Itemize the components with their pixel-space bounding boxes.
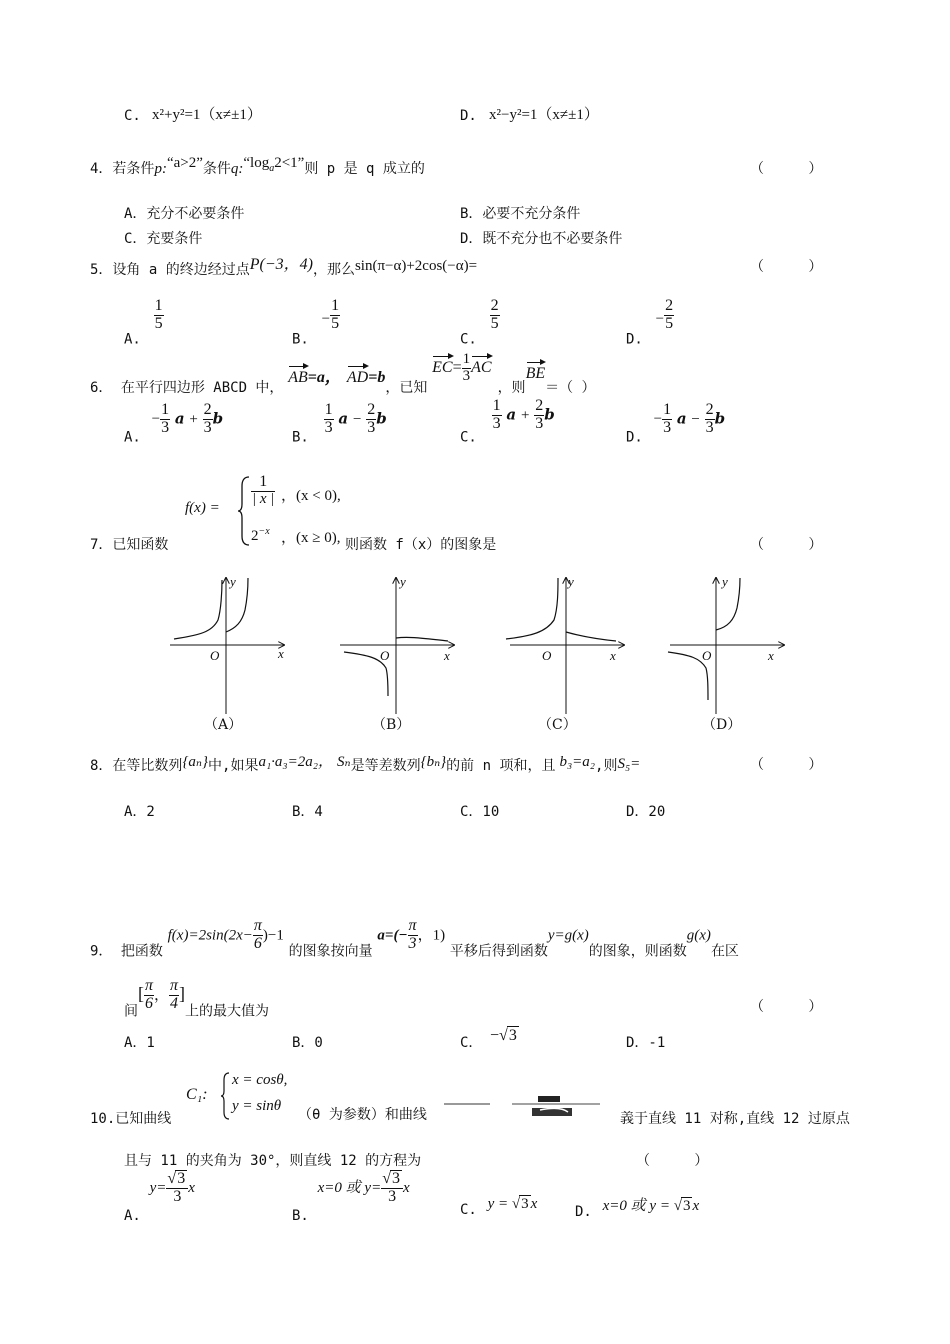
graph-b-caption: （B）: [372, 717, 411, 733]
q10-eq2: y = sinθ: [232, 1098, 282, 1114]
graph-d-origin: O: [702, 648, 712, 663]
graph-a-origin: O: [210, 648, 220, 663]
q8-option-b: B．4: [292, 804, 323, 820]
q9-option-c: C．: [460, 1035, 483, 1051]
q5-answer-paren: （ ）: [750, 259, 841, 275]
q5-option-a: A. $\frac{1}{5}$: [124, 297, 163, 348]
q5-stem: 5．设角 a 的终边经过点P(−3，4)，那么sin(π−α)+2cos(−α)=: [90, 256, 478, 278]
q10-eq1: x = cosθ,: [232, 1072, 288, 1088]
q5-option-c: C. $\frac{2}{5}$: [460, 297, 499, 348]
q9-option-c-value: −√3: [490, 1027, 517, 1044]
q8-option-a: A．2: [124, 804, 155, 820]
q10-answer-paren: （ ）: [636, 1153, 727, 1169]
garbled-curve-image: [440, 1092, 610, 1122]
graph-b-y-label: y: [400, 574, 406, 589]
q9-answer-paren: （ ）: [750, 999, 841, 1015]
q9-option-b: B．0: [292, 1035, 323, 1051]
q10-option-a: A. y= $\frac{√3}{3}$ x: [124, 1170, 195, 1224]
q6-option-d: D. − $\frac{1}{3}$ a − $\frac{2}{3}$ b: [626, 401, 726, 446]
q8-answer-paren: （ ）: [750, 757, 841, 773]
graph-a-x-label: x: [278, 646, 284, 661]
q8-stem: 8．在等比数列{aₙ}中,如果a₁·a₃=2a₂， Sₙ是等差数列{bₙ}的前 n 项和，且 b₃=a₂,则S₅=: [90, 754, 641, 774]
q10-option-b: B. x=0 或 y= $\frac{√3}{3}$ x: [292, 1170, 410, 1224]
q6-option-a: A. − $\frac{1}{3}$ a + $\frac{2}{3}$ b: [124, 401, 224, 446]
q10-param: （θ 为参数）和曲线: [298, 1107, 427, 1123]
q6-stem: 6． 在平行四边形 ABCD 中， AB=a， AD=b，已知 EC= $\frac{1}{3}$ AC，则BE＝（ ）: [90, 351, 596, 396]
q9-stem: 9． 把函数 f(x)=2sin(2x− $\frac{\pi}{6}$ )−1 的图象按向量 a=(− $\frac{\pi}{3}$ ，1) 平移后得到函数y=g(x)的图象，则函数g(x)在区: [90, 917, 739, 960]
q4-option-a: A．充分不必要条件: [124, 206, 245, 222]
q4-option-c: C．充要条件: [124, 231, 203, 247]
q10-stem-a: 10.已知曲线: [90, 1111, 172, 1127]
q7-stem-a: 7．已知函数: [90, 537, 169, 553]
graph-c-x-label: x: [610, 648, 616, 663]
q8-option-d: D．20: [626, 804, 666, 820]
q7-graphs: [160, 572, 800, 720]
brace-icon: [237, 476, 251, 546]
q3-option-c: x²+y²=1（x≠±1）: [152, 107, 262, 123]
q10-line2: 且与 11 的夹角为 30°，则直线 12 的方程为: [124, 1153, 422, 1169]
q8-option-c: C．10: [460, 804, 500, 820]
graph-b: [340, 578, 454, 714]
graph-c-origin: O: [542, 648, 552, 663]
brace-icon: [220, 1072, 230, 1120]
graph-c: [506, 578, 624, 714]
q10-option-c: C. y = √3 x: [460, 1196, 538, 1218]
graph-d-y-label: y: [722, 574, 728, 589]
q6-option-c: C. $\frac{1}{3}$ a + $\frac{2}{3}$ b: [460, 397, 555, 446]
graph-a-caption: （A）: [204, 717, 243, 733]
graph-b-origin: O: [380, 648, 390, 663]
q7-answer-paren: （ ）: [750, 537, 841, 553]
graph-a-y-label: y: [230, 574, 236, 589]
q3-option-d: x²−y²=1（x≠±1）: [489, 107, 599, 123]
q9-option-d: D．-1: [626, 1035, 666, 1051]
graph-d: [668, 578, 784, 714]
q9-option-a: A．1: [124, 1035, 155, 1051]
q4-option-d: D．既不充分也不必要条件: [460, 231, 623, 247]
q5-option-b: B. − $\frac{1}{5}$: [292, 297, 340, 348]
q3-option-c-label: C.: [124, 108, 141, 124]
graph-c-y-label: y: [568, 574, 574, 589]
q3-option-d-label: D.: [460, 108, 477, 124]
graph-b-x-label: x: [444, 648, 450, 663]
q6-option-b: B. $\frac{1}{3}$ a − $\frac{2}{3}$ b: [292, 401, 387, 446]
graph-c-caption: （C）: [538, 717, 577, 733]
q10-stem-b: 義于直线 11 对称,直线 12 过原点: [620, 1111, 850, 1127]
graph-a: [170, 578, 284, 714]
graph-d-caption: （D）: [702, 717, 742, 733]
q4-stem: 4．若条件p:“a>2”条件$q:“\log_a2<1$”则 p 是 q 成立的: [90, 155, 425, 177]
q4-option-b: B．必要不充分条件: [460, 206, 581, 222]
graph-d-x-label: x: [768, 648, 774, 663]
q9-line2: 间[ $\frac{\pi}{6}$ ， $\frac{\pi}{4}$ ]上的最大值为: [124, 977, 270, 1020]
q5-option-d: D. − $\frac{2}{5}$: [626, 297, 674, 348]
q7-stem-b: 则函数 f（x）的图象是: [345, 537, 497, 553]
q10-option-d: D. x=0 或 y = √3 x: [575, 1198, 700, 1220]
q10-c1: C₁:: [186, 1086, 208, 1103]
q4-answer-paren: （ ）: [750, 161, 841, 177]
